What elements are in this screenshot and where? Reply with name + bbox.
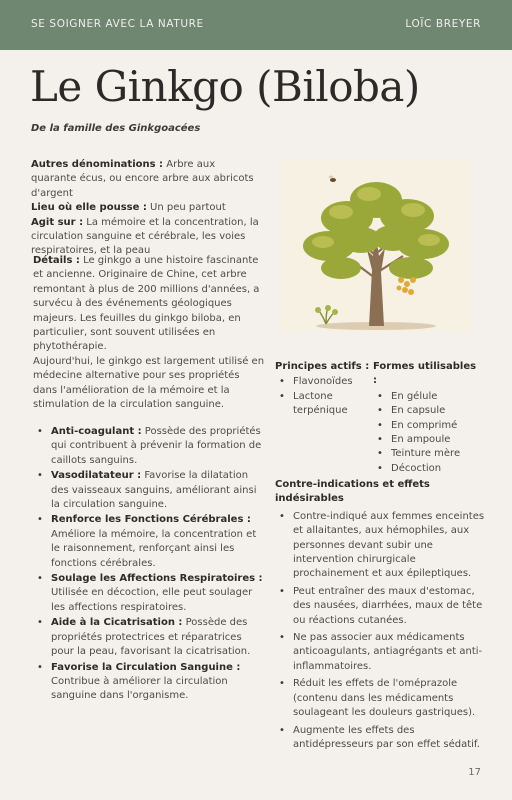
- list-item: • Réduit les effets de l'oméprazole (contenu dans les médicaments soulageant les douleurs gastriques).: [275, 677, 487, 720]
- list-item: • Favorise la Circulation Sanguine : Contribue à améliorer la circulation sanguine dans l'organisme.: [33, 661, 263, 704]
- list-item: • Vasodilatateur : Favorise la dilatation des vaisseaux sanguins, améliorant ainsi la circulation sanguine.: [33, 469, 263, 512]
- intro-location: Lieu où elle pousse : Un peu partout: [31, 202, 226, 214]
- list-item: • Ne pas associer aux médicaments anticoagulants, antiagrégants et anti-inflammatoires.: [275, 631, 487, 674]
- list-item: • Augmente les effets des antidépresseurs par son effet sédatif.: [275, 724, 487, 753]
- intro-denominations: Autres dénominations : Arbre aux quarante écus, ou encore arbre aux abricots d'argent: [31, 159, 254, 199]
- list-item: • Soulage les Affections Respiratoires : Utilisée en décoction, elle peut soulager les affections respiratoires.: [33, 572, 263, 615]
- list-item: • Contre-indiqué aux femmes enceintes et allaitantes, aux hémophiles, aux personnes devant subir une intervention chirurgicale prochainement et aux épileptiques.: [275, 510, 487, 582]
- active-principles-title: Principes actifs :: [275, 361, 370, 372]
- ginkgo-tree-illustration: [281, 160, 471, 332]
- plant-family: De la famille des Ginkgoacées: [31, 123, 201, 134]
- details-paragraph: Détails : Le ginkgo a une histoire fascinante et ancienne. Originaire de Chine, cet arbre remontant à plus de 200 millions d'années, a survécu à des événements géologiques majeurs. Les feuilles du ginkgo biloba, en particulier, sont souvent utilisées en phytothérapie.: [33, 255, 260, 353]
- author-name: LOÏC BREYER: [405, 18, 481, 30]
- list-item: • Aide à la Cicatrisation : Possède des propriétés protectrices et réparatrices pour la peau, favorisant la cicatrisation.: [33, 616, 263, 659]
- benefits-list: [33, 425, 263, 705]
- list-item: • Teinture mère: [373, 447, 483, 461]
- list-item: • En comprimé: [373, 419, 483, 433]
- list-item: • Décoction: [373, 462, 483, 476]
- intro-block: [31, 158, 263, 259]
- intro-acts-on: Agit sur : La mémoire et la concentration, la circulation sanguine et cérébrale, les voies respiratoires, et la peau: [31, 216, 259, 257]
- page-number: 17: [468, 767, 481, 778]
- details-paragraph-2: Aujourd'hui, le ginkgo est largement utilisé en médecine alternative pour ses propriétés dans l'amélioration de la mémoire et la stimulation de la circulation sanguine.: [33, 355, 265, 411]
- usable-forms: [373, 360, 483, 476]
- bee-icon: [329, 176, 337, 183]
- list-item: • Flavonoïdes: [275, 375, 370, 389]
- list-item: • En gélule: [373, 390, 483, 404]
- list-item: • En capsule: [373, 404, 483, 418]
- list-item: • Renforce les Fonctions Cérébrales : Améliore la mémoire, la concentration et le raisonnement, renforçant ainsi les fonctions cérébrales.: [33, 513, 263, 571]
- page-header: [0, 0, 512, 50]
- book-title: SE SOIGNER AVEC LA NATURE: [31, 18, 204, 30]
- ginkgo-tree-icon: [281, 160, 471, 332]
- list-item: • Anti-coagulant : Possède des propriétés qui contribuent à prévenir la formation de caillots sanguins.: [33, 425, 263, 468]
- details-block: [33, 254, 265, 412]
- active-principles: [275, 360, 370, 419]
- list-item: • Peut entraîner des maux d'estomac, des nausées, diarrhées, maux de tête ou réactions cutanées.: [275, 585, 487, 628]
- contraindications-title: Contre-indications et effets indésirables: [275, 479, 430, 505]
- list-item: • En ampoule: [373, 433, 483, 447]
- contraindications: [275, 478, 487, 755]
- page-title: Le Ginkgo (Biloba): [30, 62, 420, 111]
- list-item: • Lactone terpénique: [275, 390, 370, 419]
- usable-forms-title: Formes utilisables :: [373, 361, 477, 387]
